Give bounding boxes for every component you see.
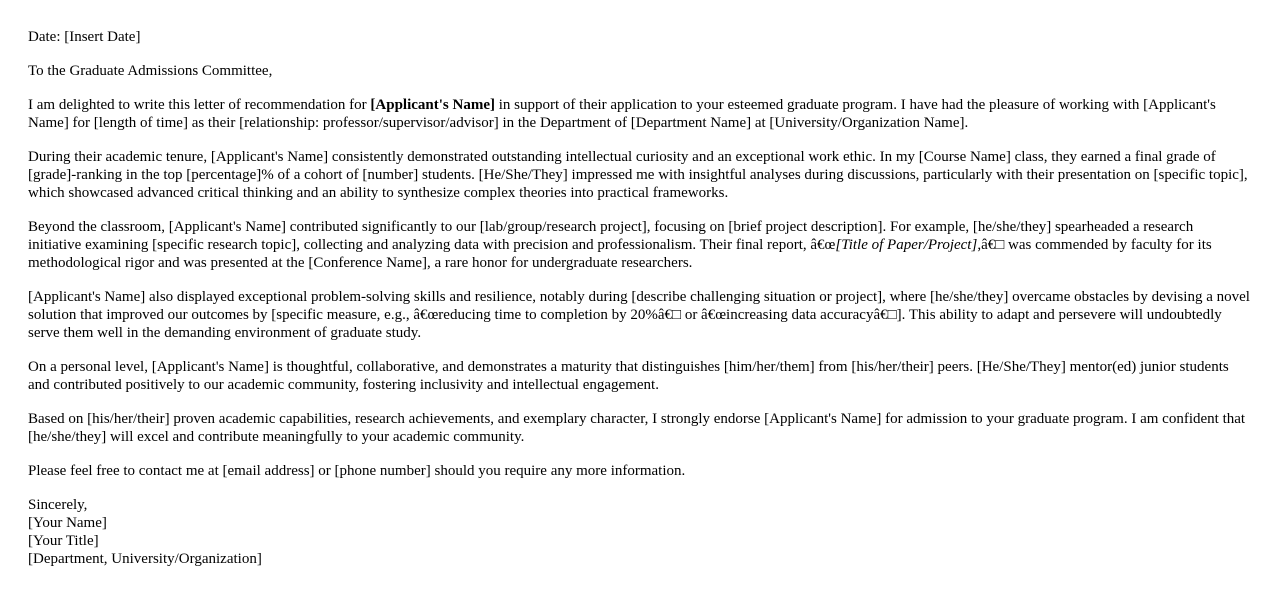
paragraph-research [28,218,1250,272]
paragraph-research-text-2: ,â€□ was commended by faculty for its methodological rigor and was presented at the [Conference Name], a rare honor for undergraduate researchers. [28,237,1212,271]
paragraph-endorsement: Based on [his/her/their] proven academic capabilities, research achievements, and exemplary character, I strongly endorse [Applicant's Name] for admission to your graduate program. I am confident that [he/she/they] will excel and contribute meaningfully to your academic community. [28,411,1246,445]
paragraph-personal: On a personal level, [Applicant's Name] is thoughtful, collaborative, and demonstrates a maturity that distinguishes [him/her/them] from [his/her/their] peers. [He/She/They] mentor(ed) junior students and contributed positively to our academic community, fostering inclusivity and intellectual engagement. [28,359,1229,393]
recommendation-letter [28,28,1250,568]
paragraph-research-text-1: Beyond the classroom, [Applicant's Name] contributed significantly to our [lab/group/research project], focusing on [brief project description]. For example, [he/she/they] spearheaded a research initiative examining [specific research topic], collecting and analyzing data with precision and professionalism. Their final report, â€œ [28,219,1194,253]
signer-name: [Your Name] [28,515,107,531]
paragraph-contact: Please feel free to contact me at [email address] or [phone number] should you require any more information. [28,463,686,479]
signer-department: [Department, University/Organization] [28,551,262,567]
paragraph-problem-solving: [Applicant's Name] also displayed exceptional problem-solving skills and resilience, notably during [describe challenging situation or project], where [he/she/they] overcame obstacles by devising a novel solution that improved our outcomes by [specific measure, e.g., â€œreducing time to completion by 20%â€□ or â€œincreasing data accuracyâ€□]. This ability to adapt and persevere will undoubtedly serve them well in the demanding environment of graduate study. [28,289,1250,341]
paragraph-academic: During their academic tenure, [Applicant's Name] consistently demonstrated outstanding intellectual curiosity and an exceptional work ethic. In my [Course Name] class, they earned a final grade of [grade]-ranking in the top [percentage]% of a cohort of [number] students. [He/She/They] impressed me with insightful analyses during discussions, particularly with their presentation on [specific topic], which showcased advanced critical thinking and an ability to synthesize complex theories into practical frameworks. [28,149,1248,201]
applicant-name-bold: [Applicant's Name] [370,97,495,113]
paragraph-introduction-text-1: I am delighted to write this letter of recommendation for [28,97,371,113]
salutation: To the Graduate Admissions Committee, [28,63,273,79]
paper-title-italic: [Title of Paper/Project] [835,237,978,253]
signature-block [28,496,1250,568]
paragraph-introduction [28,96,1250,132]
signer-title: [Your Title] [28,533,99,549]
valediction: Sincerely, [28,497,88,513]
paragraph-introduction-text-2: in support of their application to your esteemed graduate program. I have had the pleasure of working with [Applicant's Name] for [length of time] as their [relationship: professor/supervisor/advisor] in the Department of [Department Name] at [University/Organization Name]. [28,97,1216,131]
date-line: Date: [Insert Date] [28,29,141,45]
